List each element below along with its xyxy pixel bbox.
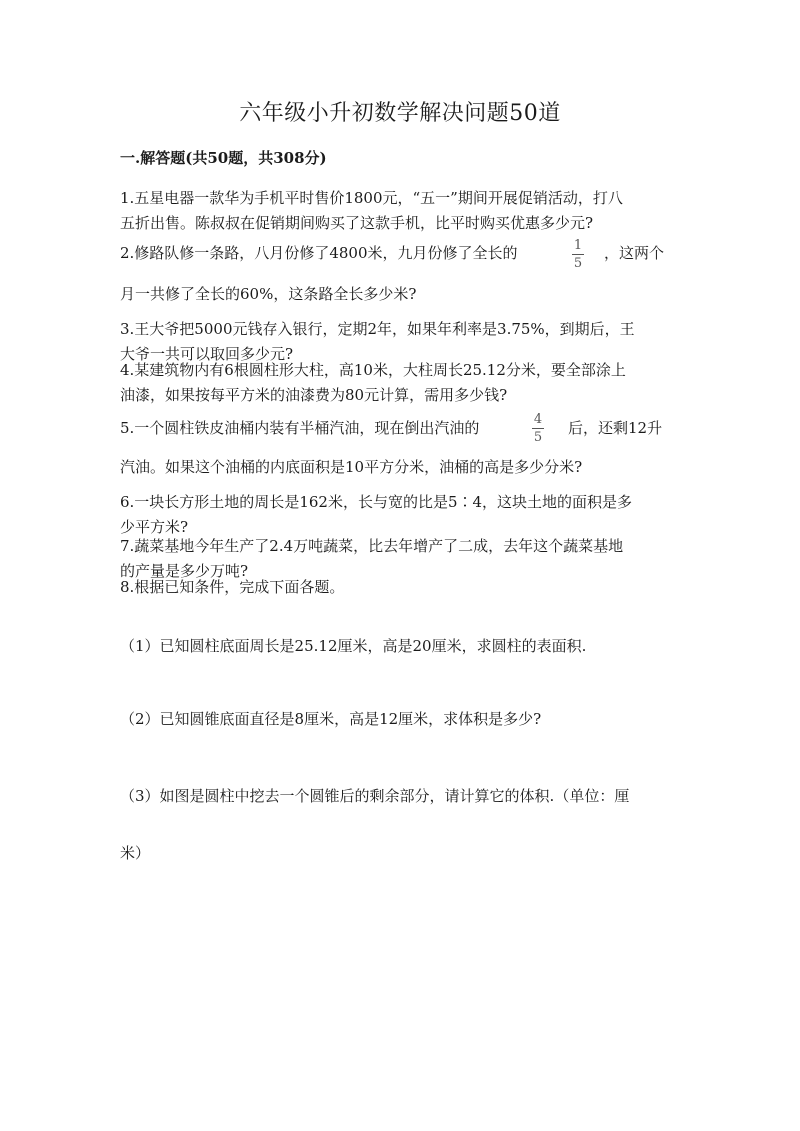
fraction-denominator: 5 — [573, 256, 583, 271]
question-1-line-1: 1.五星电器一款华为手机平时售价1800元，“五一”期间开展促销活动，打八 — [120, 189, 623, 207]
question-5-text-after-fraction: 后，还剩12升 — [568, 419, 663, 437]
fraction-numerator: 4 — [533, 412, 543, 427]
question-8-sub-2: （2）已知圆锥底面直径是8厘米，高是12厘米，求体积是多少? — [120, 710, 542, 728]
fraction-bar — [532, 428, 544, 429]
question-2-fraction — [572, 238, 584, 271]
question-8-sub-3-line-1: （3）如图是圆柱中挖去一个圆锥后的剩余部分，请计算它的体积.（单位：厘 — [120, 787, 630, 805]
question-3-line-2: 大爷一共可以取回多少元? — [120, 345, 294, 363]
question-7-line-1: 7.蔬菜基地今年生产了2.4万吨蔬菜，比去年增产了二成，去年这个蔬菜基地 — [120, 537, 624, 555]
question-4-line-1: 4.某建筑物内有6根圆柱形大柱，高10米，大柱周长25.12分米，要全部涂上 — [120, 361, 626, 379]
question-8-sub-3-line-2: 米） — [120, 844, 151, 862]
question-2-text-after-fraction: ，这两个 — [604, 244, 665, 262]
question-8-sub-1: （1）已知圆柱底面周长是25.12厘米，高是20厘米，求圆柱的表面积. — [120, 637, 587, 655]
question-6-line-2: 少平方米? — [120, 518, 189, 536]
question-5-text-before-fraction: 5.一个圆柱铁皮油桶内装有半桶汽油，现在倒出汽油的 — [120, 419, 480, 437]
section-heading: 一.解答题(共50题，共308分) — [120, 149, 327, 167]
question-4-line-2: 油漆，如果按每平方米的油漆费为80元计算，需用多少钱? — [120, 386, 508, 404]
question-1-line-2: 五折出售。陈叔叔在促销期间购买了这款手机，比平时购买优惠多少元? — [120, 214, 594, 232]
question-2-line-2: 月一共修了全长的60%，这条路全长多少米? — [120, 285, 417, 303]
question-2-text-before-fraction: 2.修路队修一条路，八月份修了4800米，九月份修了全长的 — [120, 244, 518, 262]
question-5-line-2: 汽油。如果这个油桶的内底面积是10平方分米，油桶的高是多少分米? — [120, 458, 583, 476]
page-title: 六年级小升初数学解决问题50道 — [239, 101, 561, 126]
question-6-line-1: 6.一块长方形土地的周长是162米，长与宽的比是5∶4，这块土地的面积是多 — [120, 493, 633, 511]
question-5-fraction — [532, 412, 544, 445]
fraction-denominator: 5 — [533, 430, 543, 445]
question-3-line-1: 3.王大爷把5000元钱存入银行，定期2年，如果年利率是3.75%，到期后，王 — [120, 320, 635, 338]
question-8-prompt: 8.根据已知条件，完成下面各题。 — [120, 578, 345, 596]
question-7-line-2: 的产量是多少万吨? — [120, 562, 249, 580]
question-1 — [120, 186, 682, 236]
fraction-numerator: 1 — [573, 238, 583, 253]
question-4 — [120, 358, 682, 408]
question-6 — [120, 490, 682, 540]
fraction-bar — [572, 254, 584, 255]
